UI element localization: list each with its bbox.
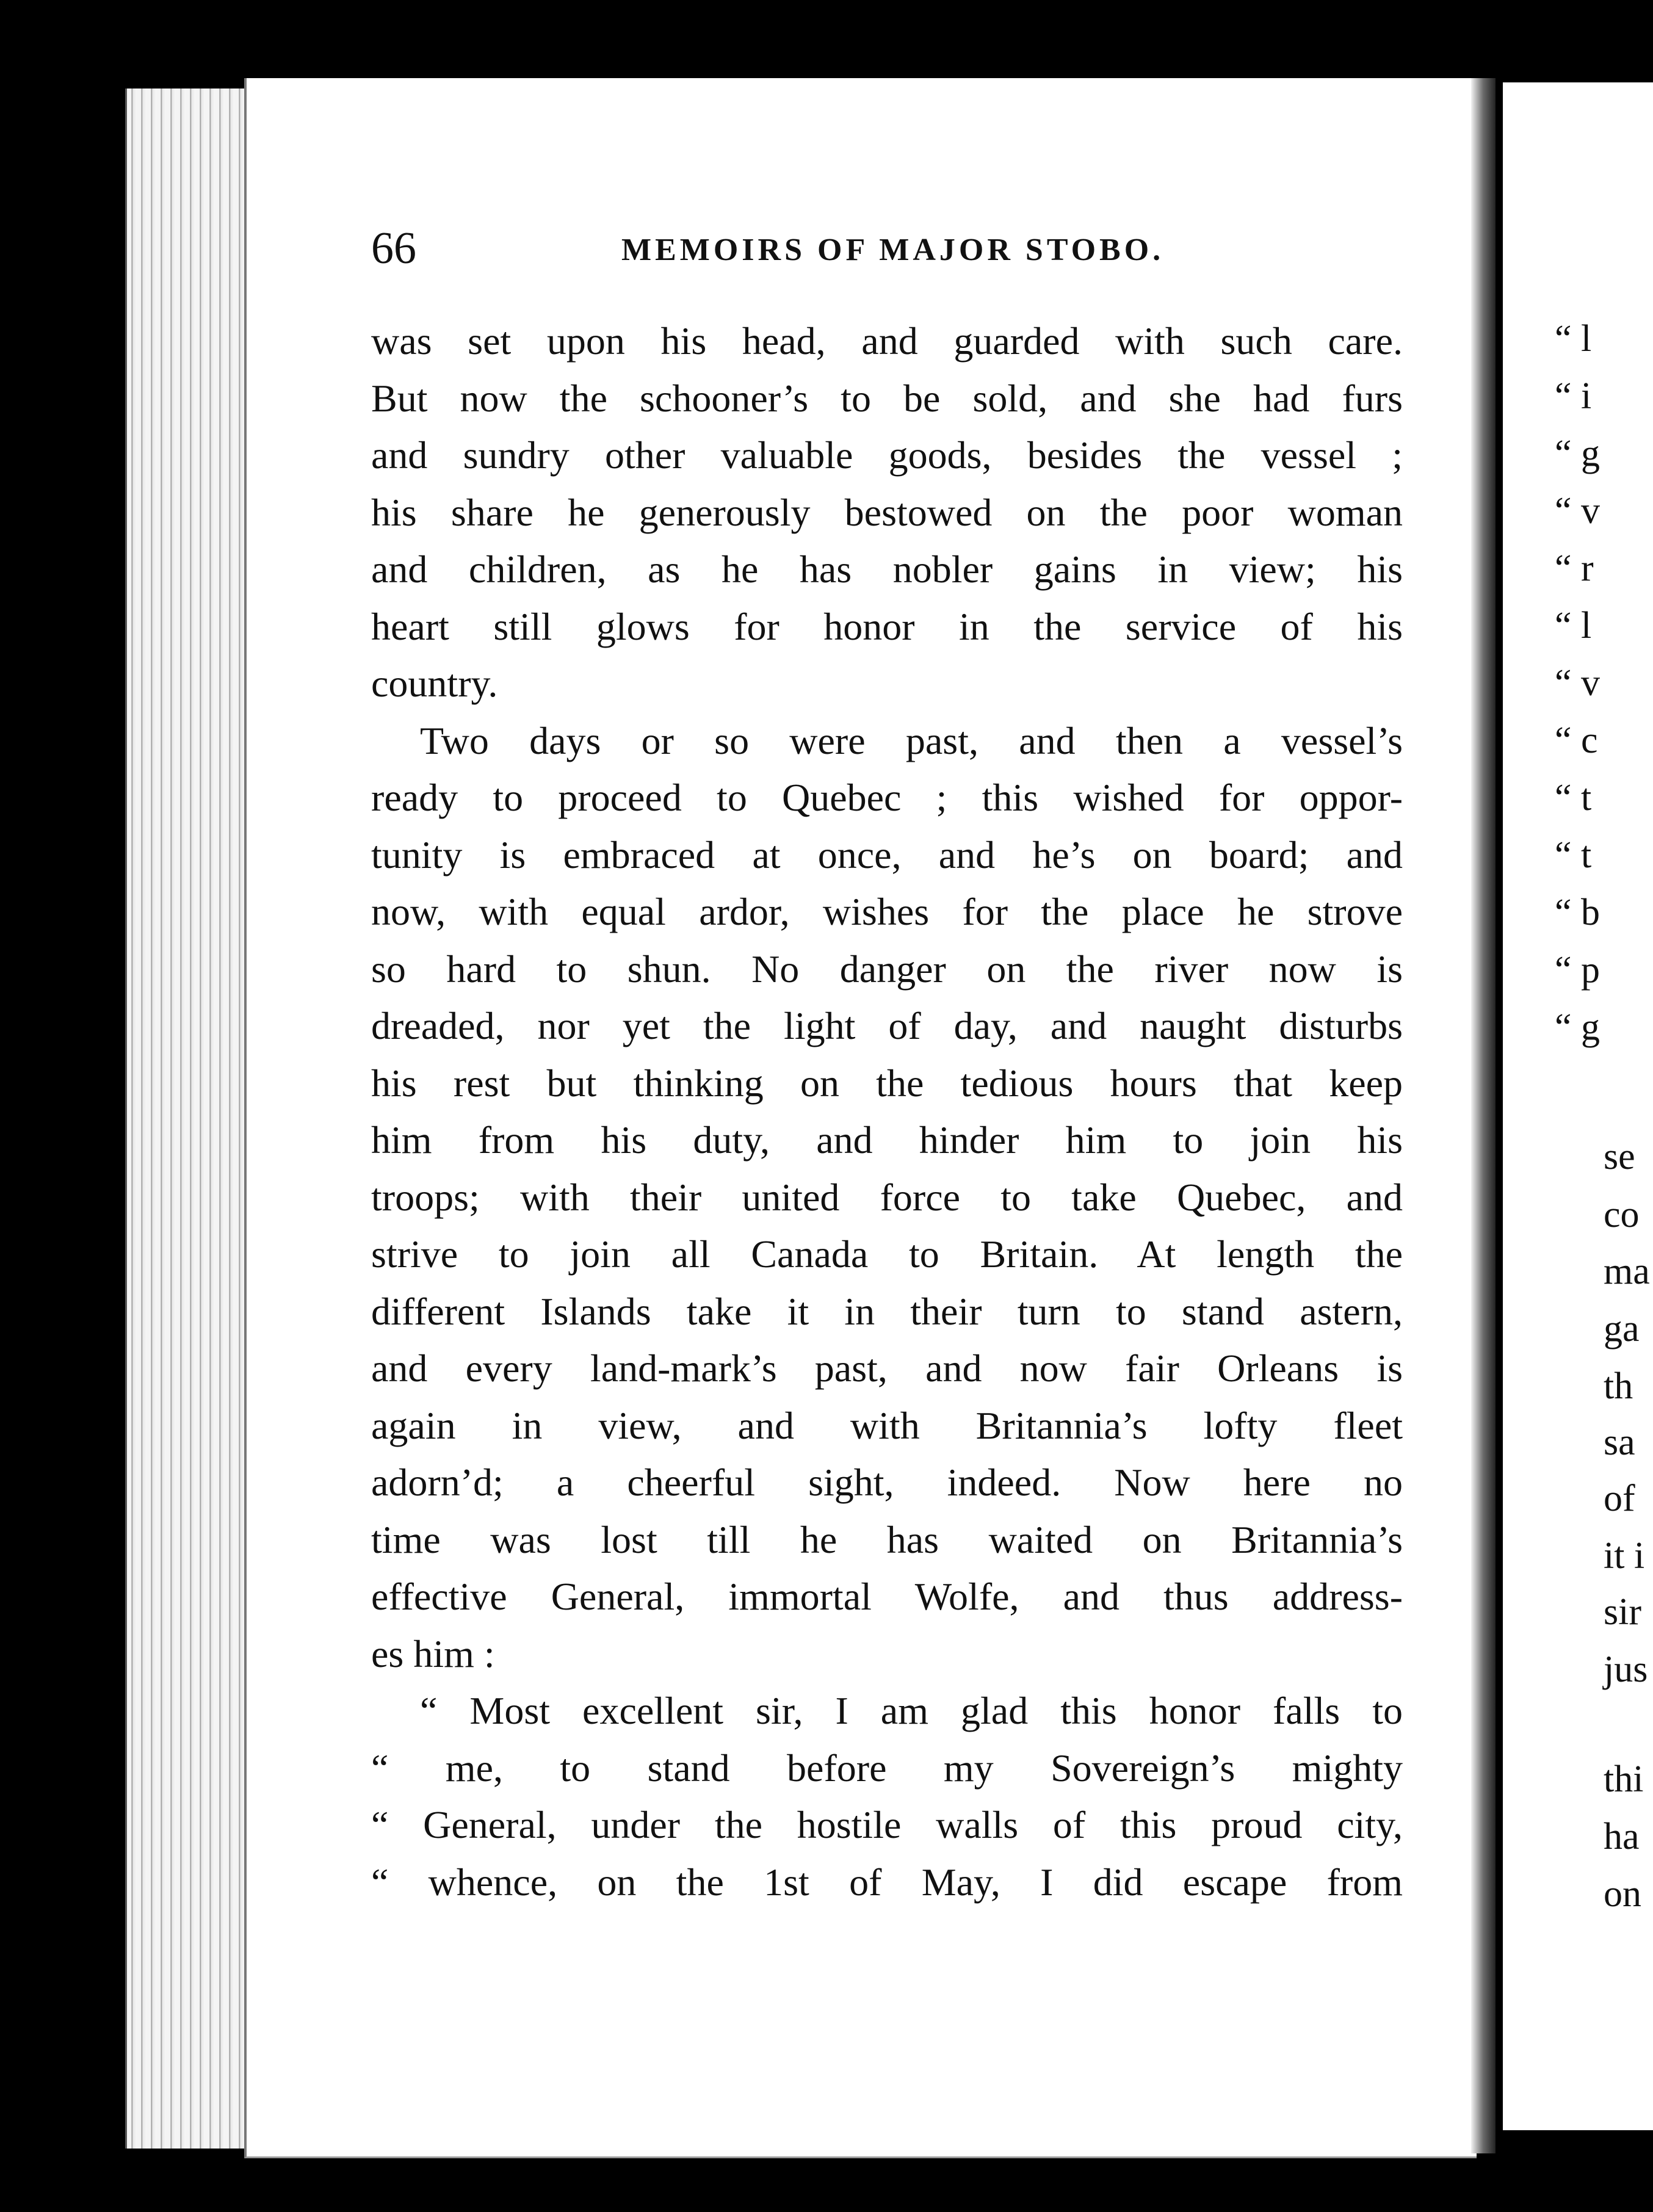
opposite-page-fragment: “ t bbox=[1555, 777, 1592, 819]
book-gutter bbox=[1471, 78, 1496, 2153]
text-line: “ General, under the hostile walls of this proud city, bbox=[371, 1803, 1403, 1846]
body-text bbox=[371, 313, 1403, 1910]
text-line: “ Most excellent sir, I am glad this honor falls to bbox=[420, 1689, 1403, 1732]
text-line: his share he generously bestowed on the poor woman bbox=[371, 490, 1403, 534]
opposite-page-fragment: ma bbox=[1604, 1251, 1650, 1292]
opposite-page-fragment: “ l bbox=[1555, 318, 1592, 360]
text-line: es him : bbox=[371, 1632, 495, 1675]
opposite-page-fragment: jus bbox=[1604, 1649, 1648, 1690]
text-line: was set upon his head, and guarded with such care. bbox=[371, 319, 1403, 363]
text-line: him from his duty, and hinder him to join his bbox=[371, 1118, 1403, 1162]
text-line: But now the schooner’s to be sold, and she had furs bbox=[371, 376, 1403, 420]
opposite-page-fragment: on bbox=[1604, 1873, 1641, 1915]
opposite-page-fragment: “ r bbox=[1555, 548, 1594, 589]
text-line: and children, as he has nobler gains in view; his bbox=[371, 548, 1403, 591]
opposite-page-fragment: ga bbox=[1604, 1308, 1640, 1350]
text-line: different Islands take it in their turn to stand astern, bbox=[371, 1289, 1403, 1333]
opposite-page-fragment: ha bbox=[1604, 1816, 1640, 1857]
opposite-page-fragment: “ v bbox=[1555, 490, 1601, 532]
text-line: adorn’d; a cheerful sight, indeed. Now here no bbox=[371, 1461, 1403, 1504]
opposite-page-fragment: th bbox=[1604, 1365, 1633, 1407]
text-line: effective General, immortal Wolfe, and thus address- bbox=[371, 1575, 1403, 1618]
text-line: and sundry other valuable goods, besides the vessel ; bbox=[371, 433, 1403, 477]
text-line: now, with equal ardor, wishes for the place he strove bbox=[371, 890, 1403, 933]
text-line: “ me, to stand before my Sovereign’s mighty bbox=[371, 1746, 1403, 1790]
text-line: dreaded, nor yet the light of day, and naught disturbs bbox=[371, 1004, 1403, 1047]
page-number: 66 bbox=[371, 223, 416, 273]
text-line: troops; with their united force to take Quebec, and bbox=[371, 1175, 1403, 1219]
text-line: heart still glows for honor in the service of his bbox=[371, 604, 1403, 648]
opposite-page-fragment: “ v bbox=[1555, 662, 1601, 704]
running-title: MEMOIRS OF MAJOR STOBO. bbox=[621, 233, 1165, 267]
opposite-page-fragment: sir bbox=[1604, 1591, 1641, 1633]
text-line: his rest but thinking on the tedious hours that keep bbox=[371, 1061, 1403, 1105]
opposite-page-fragment: “ g bbox=[1555, 433, 1601, 474]
opposite-page-fragment: of bbox=[1604, 1478, 1635, 1519]
opposite-page-fragment: it i bbox=[1604, 1535, 1645, 1577]
opposite-page-fragment: “ l bbox=[1555, 605, 1592, 646]
opposite-page-fragment: sa bbox=[1604, 1422, 1635, 1463]
opposite-page-fragment: “ t bbox=[1555, 834, 1592, 876]
opposite-page-fragment: co bbox=[1604, 1194, 1640, 1235]
text-line: Two days or so were past, and then a vessel’s bbox=[420, 718, 1403, 762]
opposite-page-fragment: se bbox=[1604, 1136, 1635, 1177]
text-line: country. bbox=[371, 662, 498, 705]
opposite-page-fragment: “ g bbox=[1555, 1007, 1601, 1048]
opposite-page-fragment: “ p bbox=[1555, 949, 1601, 991]
text-line: again in view, and with Britannia’s lofty fleet bbox=[371, 1403, 1403, 1447]
opposite-page-fragment: “ i bbox=[1555, 375, 1592, 417]
page-edges bbox=[125, 89, 255, 2149]
text-line: strive to join all Canada to Britain. At length the bbox=[371, 1232, 1403, 1276]
text-line: tunity is embraced at once, and he’s on board; and bbox=[371, 833, 1403, 876]
opposite-page-fragment: “ b bbox=[1555, 892, 1601, 933]
opposite-page-fragment: “ c bbox=[1555, 720, 1598, 761]
text-line: “ whence, on the 1st of May, I did escape from bbox=[371, 1860, 1403, 1904]
opposite-page bbox=[1503, 82, 1653, 2130]
text-line: so hard to shun. No danger on the river now is bbox=[371, 947, 1403, 991]
opposite-page-fragment: thi bbox=[1604, 1758, 1644, 1800]
text-line: and every land-mark’s past, and now fair Orleans is bbox=[371, 1346, 1403, 1390]
text-line: ready to proceed to Quebec ; this wished for oppor- bbox=[371, 776, 1403, 819]
text-line: time was lost till he has waited on Britannia’s bbox=[371, 1517, 1403, 1561]
